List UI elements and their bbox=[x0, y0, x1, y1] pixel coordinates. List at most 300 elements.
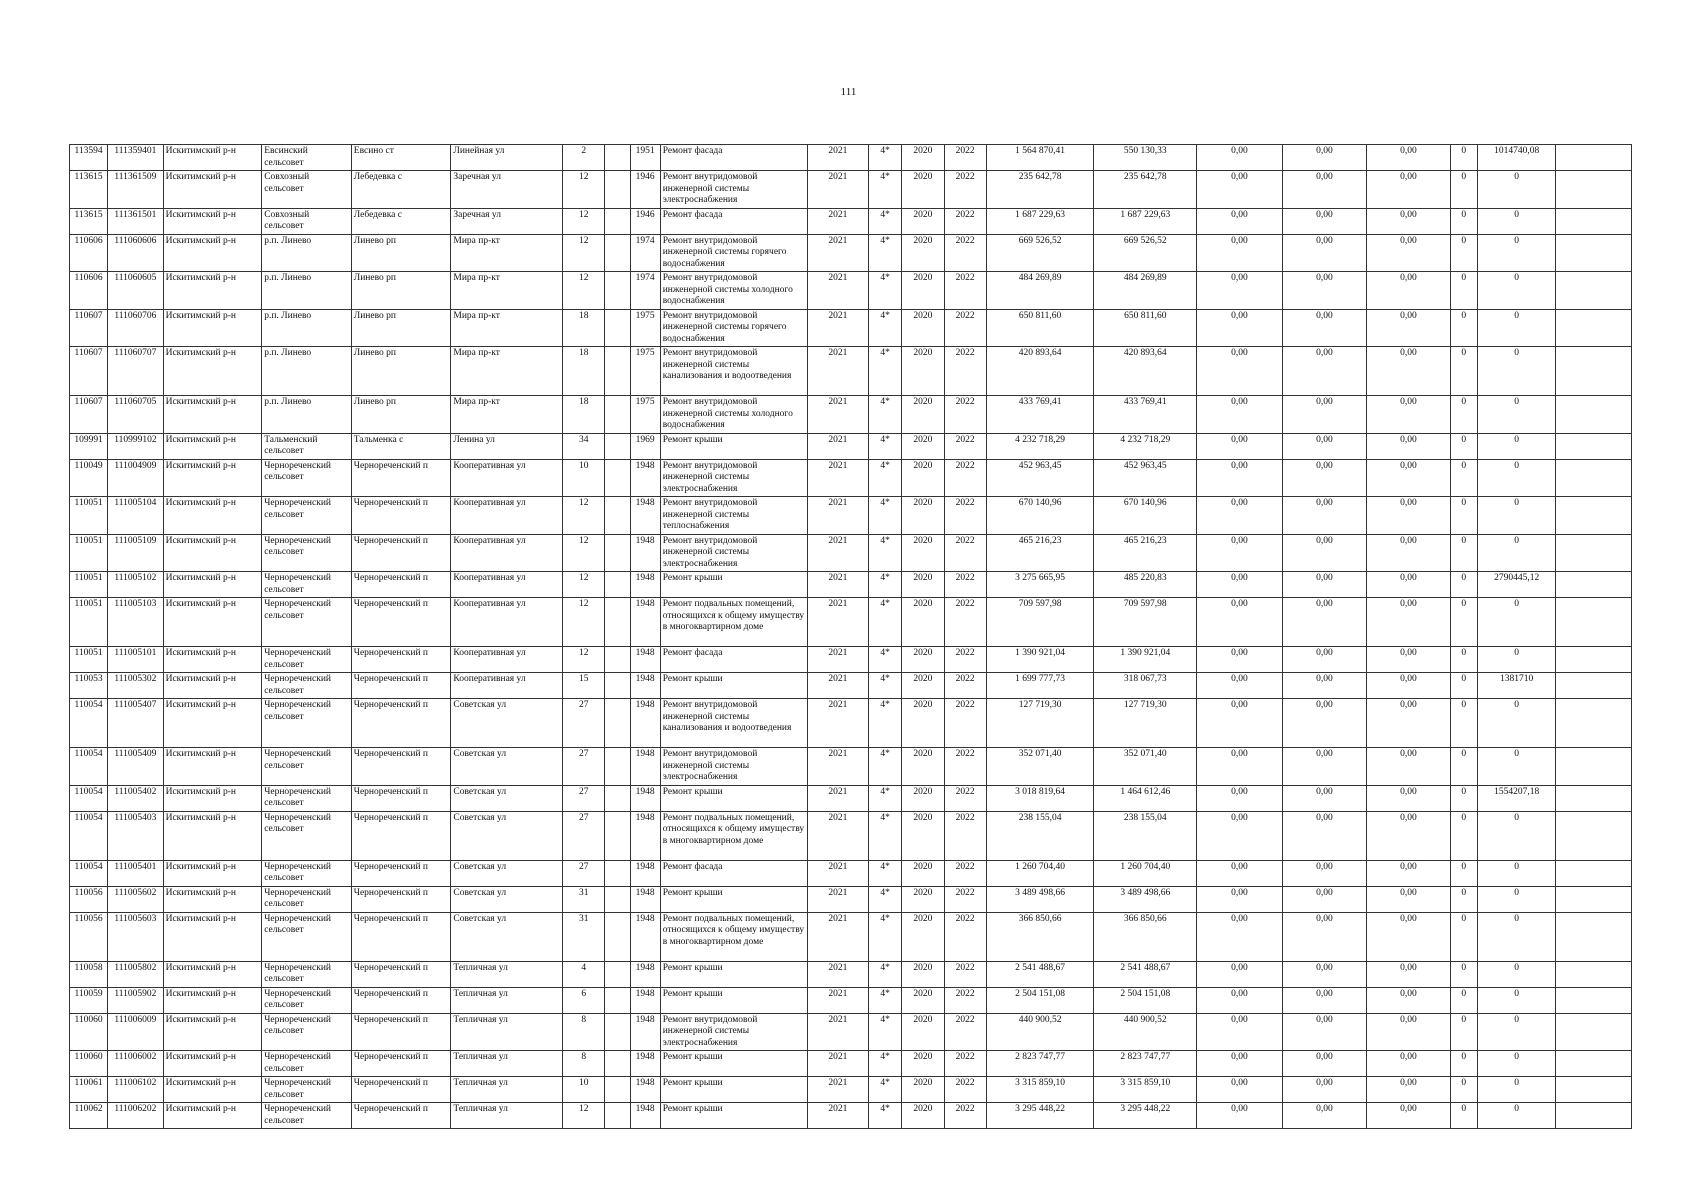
row-code: 111004909 bbox=[108, 459, 163, 497]
row-year-built: 1975 bbox=[630, 396, 660, 434]
row-amount-a: 0,00 bbox=[1197, 572, 1283, 598]
row-blank bbox=[605, 171, 630, 209]
table-row bbox=[70, 459, 1632, 497]
row-municipality: Чернореченский сельсовет bbox=[262, 1077, 352, 1103]
row-code: 111005602 bbox=[108, 886, 163, 912]
row-work: Ремонт фасада bbox=[660, 145, 807, 171]
row-district: Искитимский р-н bbox=[163, 171, 262, 209]
row-plan-year: 2021 bbox=[807, 1013, 868, 1051]
row-year-to: 2022 bbox=[944, 459, 986, 497]
row-work: Ремонт фасада bbox=[660, 647, 807, 673]
row-amount-b: 0,00 bbox=[1282, 272, 1367, 310]
row-code: 111006002 bbox=[108, 1051, 163, 1077]
row-street: Кооперативная ул bbox=[451, 673, 563, 699]
row-house: 12 bbox=[563, 572, 605, 598]
row-year-built: 1946 bbox=[630, 171, 660, 209]
row-id: 110606 bbox=[70, 234, 108, 272]
row-blank-end bbox=[1556, 572, 1632, 598]
table-row bbox=[70, 145, 1632, 171]
row-locality: Чернореченский п bbox=[351, 699, 451, 748]
row-amount-c: 0,00 bbox=[1367, 860, 1451, 886]
row-house: 12 bbox=[563, 208, 605, 234]
row-locality: Лебедевка с bbox=[351, 171, 451, 209]
row-year-from: 2020 bbox=[902, 1103, 944, 1129]
row-amount-a: 0,00 bbox=[1197, 433, 1283, 459]
row-work: Ремонт фасада bbox=[660, 860, 807, 886]
row-work: Ремонт крыши bbox=[660, 785, 807, 811]
row-flag: 0 bbox=[1450, 647, 1477, 673]
row-street: Тепличная ул bbox=[451, 987, 563, 1013]
row-blank-end bbox=[1556, 912, 1632, 961]
row-house: 27 bbox=[563, 860, 605, 886]
row-amount-c: 0,00 bbox=[1367, 699, 1451, 748]
row-amount-a: 0,00 bbox=[1197, 1103, 1283, 1129]
row-blank-end bbox=[1556, 987, 1632, 1013]
row-year-to: 2022 bbox=[944, 234, 986, 272]
row-municipality: Чернореченский сельсовет bbox=[262, 1013, 352, 1051]
row-flag: 0 bbox=[1450, 987, 1477, 1013]
row-amount-c: 0,00 bbox=[1367, 171, 1451, 209]
table-row bbox=[70, 234, 1632, 272]
row-plan-year: 2021 bbox=[807, 1077, 868, 1103]
row-house: 12 bbox=[563, 534, 605, 572]
row-amount-a: 0,00 bbox=[1197, 647, 1283, 673]
row-extra: 0 bbox=[1477, 497, 1556, 535]
row-id: 110053 bbox=[70, 673, 108, 699]
row-plan-year: 2021 bbox=[807, 234, 868, 272]
row-district: Искитимский р-н bbox=[163, 811, 262, 860]
row-extra: 0 bbox=[1477, 647, 1556, 673]
row-work: Ремонт крыши bbox=[660, 1051, 807, 1077]
row-blank bbox=[605, 208, 630, 234]
row-district: Искитимский р-н bbox=[163, 1013, 262, 1051]
row-extra: 0 bbox=[1477, 1051, 1556, 1077]
row-municipality: Чернореченский сельсовет bbox=[262, 860, 352, 886]
row-code: 111005302 bbox=[108, 673, 163, 699]
row-cost-fund: 485 220,83 bbox=[1094, 572, 1197, 598]
row-amount-b: 0,00 bbox=[1282, 961, 1367, 987]
row-flag: 0 bbox=[1450, 1103, 1477, 1129]
row-plan-year: 2021 bbox=[807, 171, 868, 209]
row-blank bbox=[605, 961, 630, 987]
row-id: 113594 bbox=[70, 145, 108, 171]
row-house: 18 bbox=[563, 309, 605, 347]
row-cost-total: 3 295 448,22 bbox=[986, 1103, 1094, 1129]
row-street: Советская ул bbox=[451, 748, 563, 786]
row-blank-end bbox=[1556, 234, 1632, 272]
row-code: 111006202 bbox=[108, 1103, 163, 1129]
row-year-to: 2022 bbox=[944, 1077, 986, 1103]
row-work: Ремонт крыши bbox=[660, 987, 807, 1013]
row-year-built: 1948 bbox=[630, 1103, 660, 1129]
row-locality: Линево рп bbox=[351, 309, 451, 347]
row-category: 4* bbox=[869, 459, 902, 497]
row-blank-end bbox=[1556, 459, 1632, 497]
row-flag: 0 bbox=[1450, 145, 1477, 171]
row-amount-a: 0,00 bbox=[1197, 811, 1283, 860]
row-plan-year: 2021 bbox=[807, 396, 868, 434]
row-blank bbox=[605, 1013, 630, 1051]
row-cost-total: 2 541 488,67 bbox=[986, 961, 1094, 987]
table-row bbox=[70, 860, 1632, 886]
row-year-to: 2022 bbox=[944, 647, 986, 673]
row-house: 34 bbox=[563, 433, 605, 459]
row-id: 110059 bbox=[70, 987, 108, 1013]
row-cost-total: 452 963,45 bbox=[986, 459, 1094, 497]
row-year-to: 2022 bbox=[944, 748, 986, 786]
row-cost-total: 484 269,89 bbox=[986, 272, 1094, 310]
row-category: 4* bbox=[869, 534, 902, 572]
row-street: Мира пр-кт bbox=[451, 347, 563, 396]
row-year-built: 1946 bbox=[630, 208, 660, 234]
row-cost-total: 127 719,30 bbox=[986, 699, 1094, 748]
row-flag: 0 bbox=[1450, 598, 1477, 647]
row-id: 110054 bbox=[70, 785, 108, 811]
row-blank-end bbox=[1556, 961, 1632, 987]
row-cost-total: 709 597,98 bbox=[986, 598, 1094, 647]
row-municipality: Совхозный сельсовет bbox=[262, 208, 352, 234]
row-id: 110051 bbox=[70, 534, 108, 572]
row-blank-end bbox=[1556, 860, 1632, 886]
row-blank bbox=[605, 347, 630, 396]
row-category: 4* bbox=[869, 208, 902, 234]
row-amount-b: 0,00 bbox=[1282, 208, 1367, 234]
row-work: Ремонт крыши bbox=[660, 1077, 807, 1103]
row-year-from: 2020 bbox=[902, 785, 944, 811]
table-row bbox=[70, 987, 1632, 1013]
row-category: 4* bbox=[869, 673, 902, 699]
row-locality: Чернореченский п bbox=[351, 647, 451, 673]
row-municipality: Чернореченский сельсовет bbox=[262, 534, 352, 572]
row-street: Кооперативная ул bbox=[451, 598, 563, 647]
row-blank bbox=[605, 598, 630, 647]
row-code: 111005402 bbox=[108, 785, 163, 811]
row-id: 110062 bbox=[70, 1103, 108, 1129]
row-amount-a: 0,00 bbox=[1197, 396, 1283, 434]
row-year-built: 1948 bbox=[630, 673, 660, 699]
table-row bbox=[70, 647, 1632, 673]
row-amount-b: 0,00 bbox=[1282, 811, 1367, 860]
row-category: 4* bbox=[869, 171, 902, 209]
row-locality: Евсино ст bbox=[351, 145, 451, 171]
row-year-from: 2020 bbox=[902, 1051, 944, 1077]
row-amount-b: 0,00 bbox=[1282, 1013, 1367, 1051]
row-cost-fund: 2 823 747,77 bbox=[1094, 1051, 1197, 1077]
row-year-from: 2020 bbox=[902, 145, 944, 171]
row-street: Кооперативная ул bbox=[451, 647, 563, 673]
row-extra: 0 bbox=[1477, 208, 1556, 234]
row-work: Ремонт внутридомовой инженерной системы канализования и водоотведения bbox=[660, 699, 807, 748]
row-amount-a: 0,00 bbox=[1197, 1077, 1283, 1103]
row-blank bbox=[605, 534, 630, 572]
row-blank-end bbox=[1556, 396, 1632, 434]
row-year-built: 1948 bbox=[630, 1051, 660, 1077]
row-year-from: 2020 bbox=[902, 748, 944, 786]
row-plan-year: 2021 bbox=[807, 987, 868, 1013]
row-code: 111005407 bbox=[108, 699, 163, 748]
row-cost-total: 465 216,23 bbox=[986, 534, 1094, 572]
row-year-to: 2022 bbox=[944, 171, 986, 209]
row-amount-b: 0,00 bbox=[1282, 459, 1367, 497]
row-municipality: Чернореченский сельсовет bbox=[262, 785, 352, 811]
row-amount-b: 0,00 bbox=[1282, 987, 1367, 1013]
row-municipality: р.п. Линево bbox=[262, 234, 352, 272]
row-amount-c: 0,00 bbox=[1367, 234, 1451, 272]
row-category: 4* bbox=[869, 234, 902, 272]
row-id: 110061 bbox=[70, 1077, 108, 1103]
row-year-to: 2022 bbox=[944, 912, 986, 961]
row-year-from: 2020 bbox=[902, 987, 944, 1013]
row-amount-c: 0,00 bbox=[1367, 961, 1451, 987]
row-flag: 0 bbox=[1450, 748, 1477, 786]
row-work: Ремонт внутридомовой инженерной системы электроснабжения bbox=[660, 534, 807, 572]
row-district: Искитимский р-н bbox=[163, 459, 262, 497]
row-locality: Чернореченский п bbox=[351, 1013, 451, 1051]
row-year-to: 2022 bbox=[944, 309, 986, 347]
row-cost-fund: 465 216,23 bbox=[1094, 534, 1197, 572]
row-cost-total: 1 687 229,63 bbox=[986, 208, 1094, 234]
row-year-to: 2022 bbox=[944, 1103, 986, 1129]
row-year-built: 1948 bbox=[630, 459, 660, 497]
row-municipality: Чернореченский сельсовет bbox=[262, 748, 352, 786]
row-year-to: 2022 bbox=[944, 534, 986, 572]
row-street: Советская ул bbox=[451, 912, 563, 961]
row-municipality: р.п. Линево bbox=[262, 347, 352, 396]
row-district: Искитимский р-н bbox=[163, 647, 262, 673]
row-amount-a: 0,00 bbox=[1197, 1051, 1283, 1077]
row-amount-b: 0,00 bbox=[1282, 171, 1367, 209]
row-blank-end bbox=[1556, 433, 1632, 459]
row-house: 2 bbox=[563, 145, 605, 171]
row-extra: 0 bbox=[1477, 961, 1556, 987]
row-year-built: 1948 bbox=[630, 647, 660, 673]
row-municipality: Чернореченский сельсовет bbox=[262, 961, 352, 987]
row-blank-end bbox=[1556, 1103, 1632, 1129]
row-category: 4* bbox=[869, 987, 902, 1013]
row-year-from: 2020 bbox=[902, 534, 944, 572]
row-locality: Линево рп bbox=[351, 272, 451, 310]
row-blank bbox=[605, 673, 630, 699]
row-work: Ремонт крыши bbox=[660, 961, 807, 987]
row-year-from: 2020 bbox=[902, 459, 944, 497]
row-blank bbox=[605, 987, 630, 1013]
row-plan-year: 2021 bbox=[807, 459, 868, 497]
row-municipality: Чернореченский сельсовет bbox=[262, 497, 352, 535]
row-municipality: р.п. Линево bbox=[262, 309, 352, 347]
row-plan-year: 2021 bbox=[807, 886, 868, 912]
row-amount-b: 0,00 bbox=[1282, 598, 1367, 647]
row-code: 111005104 bbox=[108, 497, 163, 535]
row-year-built: 1974 bbox=[630, 272, 660, 310]
row-cost-fund: 2 541 488,67 bbox=[1094, 961, 1197, 987]
table-row bbox=[70, 534, 1632, 572]
row-year-built: 1948 bbox=[630, 811, 660, 860]
row-cost-fund: 669 526,52 bbox=[1094, 234, 1197, 272]
row-extra: 0 bbox=[1477, 309, 1556, 347]
row-cost-total: 238 155,04 bbox=[986, 811, 1094, 860]
row-municipality: Евсинский сельсовет bbox=[262, 145, 352, 171]
row-district: Искитимский р-н bbox=[163, 572, 262, 598]
row-municipality: Чернореченский сельсовет bbox=[262, 886, 352, 912]
row-year-to: 2022 bbox=[944, 598, 986, 647]
row-flag: 0 bbox=[1450, 433, 1477, 459]
table-row bbox=[70, 272, 1632, 310]
row-blank bbox=[605, 572, 630, 598]
row-blank bbox=[605, 309, 630, 347]
row-cost-fund: 352 071,40 bbox=[1094, 748, 1197, 786]
row-code: 111005103 bbox=[108, 598, 163, 647]
row-category: 4* bbox=[869, 912, 902, 961]
row-year-from: 2020 bbox=[902, 234, 944, 272]
row-cost-total: 669 526,52 bbox=[986, 234, 1094, 272]
row-street: Мира пр-кт bbox=[451, 272, 563, 310]
row-blank bbox=[605, 459, 630, 497]
page-number: 111 bbox=[840, 86, 857, 98]
row-plan-year: 2021 bbox=[807, 860, 868, 886]
row-year-from: 2020 bbox=[902, 912, 944, 961]
row-plan-year: 2021 bbox=[807, 598, 868, 647]
row-cost-fund: 3 315 859,10 bbox=[1094, 1077, 1197, 1103]
row-code: 111005902 bbox=[108, 987, 163, 1013]
row-year-from: 2020 bbox=[902, 886, 944, 912]
row-street: Кооперативная ул bbox=[451, 497, 563, 535]
row-category: 4* bbox=[869, 748, 902, 786]
row-category: 4* bbox=[869, 811, 902, 860]
row-cost-fund: 318 067,73 bbox=[1094, 673, 1197, 699]
row-amount-b: 0,00 bbox=[1282, 309, 1367, 347]
row-amount-b: 0,00 bbox=[1282, 886, 1367, 912]
row-flag: 0 bbox=[1450, 572, 1477, 598]
row-id: 110060 bbox=[70, 1013, 108, 1051]
row-category: 4* bbox=[869, 433, 902, 459]
row-year-to: 2022 bbox=[944, 860, 986, 886]
row-flag: 0 bbox=[1450, 396, 1477, 434]
row-blank-end bbox=[1556, 309, 1632, 347]
row-work: Ремонт внутридомовой инженерной системы холодного водоснабжения bbox=[660, 272, 807, 310]
row-flag: 0 bbox=[1450, 459, 1477, 497]
row-cost-fund: 3 489 498,66 bbox=[1094, 886, 1197, 912]
row-blank bbox=[605, 234, 630, 272]
row-locality: Чернореченский п bbox=[351, 811, 451, 860]
row-extra: 0 bbox=[1477, 811, 1556, 860]
row-street: Тепличная ул bbox=[451, 961, 563, 987]
row-house: 15 bbox=[563, 673, 605, 699]
row-cost-total: 3 275 665,95 bbox=[986, 572, 1094, 598]
row-blank-end bbox=[1556, 534, 1632, 572]
row-id: 110060 bbox=[70, 1051, 108, 1077]
row-work: Ремонт внутридомовой инженерной системы теплоснабжения bbox=[660, 497, 807, 535]
row-amount-c: 0,00 bbox=[1367, 145, 1451, 171]
row-id: 110054 bbox=[70, 811, 108, 860]
row-work: Ремонт крыши bbox=[660, 1103, 807, 1129]
row-id: 110607 bbox=[70, 347, 108, 396]
row-blank bbox=[605, 1103, 630, 1129]
row-year-built: 1948 bbox=[630, 961, 660, 987]
table-row bbox=[70, 171, 1632, 209]
row-cost-total: 4 232 718,29 bbox=[986, 433, 1094, 459]
row-cost-total: 1 260 704,40 bbox=[986, 860, 1094, 886]
row-blank bbox=[605, 145, 630, 171]
row-extra: 0 bbox=[1477, 987, 1556, 1013]
row-street: Советская ул bbox=[451, 699, 563, 748]
row-blank bbox=[605, 396, 630, 434]
row-category: 4* bbox=[869, 647, 902, 673]
row-locality: Чернореченский п bbox=[351, 459, 451, 497]
row-district: Искитимский р-н bbox=[163, 534, 262, 572]
row-id: 110054 bbox=[70, 748, 108, 786]
row-extra: 0 bbox=[1477, 1103, 1556, 1129]
row-id: 110054 bbox=[70, 860, 108, 886]
row-cost-total: 2 504 151,08 bbox=[986, 987, 1094, 1013]
row-year-to: 2022 bbox=[944, 396, 986, 434]
row-district: Искитимский р-н bbox=[163, 234, 262, 272]
row-cost-total: 650 811,60 bbox=[986, 309, 1094, 347]
row-id: 110051 bbox=[70, 572, 108, 598]
row-flag: 0 bbox=[1450, 1013, 1477, 1051]
row-municipality: р.п. Линево bbox=[262, 396, 352, 434]
row-code: 111005403 bbox=[108, 811, 163, 860]
row-extra: 0 bbox=[1477, 748, 1556, 786]
row-category: 4* bbox=[869, 1077, 902, 1103]
row-category: 4* bbox=[869, 145, 902, 171]
row-cost-fund: 484 269,89 bbox=[1094, 272, 1197, 310]
row-district: Искитимский р-н bbox=[163, 598, 262, 647]
row-amount-c: 0,00 bbox=[1367, 673, 1451, 699]
row-year-from: 2020 bbox=[902, 1013, 944, 1051]
row-year-built: 1948 bbox=[630, 598, 660, 647]
row-category: 4* bbox=[869, 396, 902, 434]
row-amount-b: 0,00 bbox=[1282, 396, 1367, 434]
row-year-to: 2022 bbox=[944, 347, 986, 396]
row-locality: Тальменка с bbox=[351, 433, 451, 459]
row-street: Советская ул bbox=[451, 886, 563, 912]
row-cost-total: 3 315 859,10 bbox=[986, 1077, 1094, 1103]
table-row bbox=[70, 598, 1632, 647]
row-extra: 0 bbox=[1477, 534, 1556, 572]
row-plan-year: 2021 bbox=[807, 347, 868, 396]
table-row bbox=[70, 886, 1632, 912]
row-plan-year: 2021 bbox=[807, 961, 868, 987]
row-extra: 0 bbox=[1477, 1013, 1556, 1051]
row-district: Искитимский р-н bbox=[163, 860, 262, 886]
row-flag: 0 bbox=[1450, 309, 1477, 347]
row-cost-fund: 127 719,30 bbox=[1094, 699, 1197, 748]
row-blank bbox=[605, 785, 630, 811]
row-flag: 0 bbox=[1450, 1051, 1477, 1077]
row-house: 6 bbox=[563, 987, 605, 1013]
row-house: 27 bbox=[563, 811, 605, 860]
capital-repair-table bbox=[69, 144, 1632, 1129]
row-plan-year: 2021 bbox=[807, 145, 868, 171]
row-flag: 0 bbox=[1450, 497, 1477, 535]
row-amount-b: 0,00 bbox=[1282, 673, 1367, 699]
row-work: Ремонт внутридомовой инженерной системы горячего водоснабжения bbox=[660, 234, 807, 272]
row-amount-b: 0,00 bbox=[1282, 1103, 1367, 1129]
row-flag: 0 bbox=[1450, 912, 1477, 961]
row-district: Искитимский р-н bbox=[163, 433, 262, 459]
row-district: Искитимский р-н bbox=[163, 673, 262, 699]
row-cost-fund: 235 642,78 bbox=[1094, 171, 1197, 209]
row-amount-a: 0,00 bbox=[1197, 534, 1283, 572]
row-municipality: Чернореченский сельсовет bbox=[262, 1051, 352, 1077]
row-locality: Чернореченский п bbox=[351, 912, 451, 961]
row-amount-c: 0,00 bbox=[1367, 208, 1451, 234]
row-house: 4 bbox=[563, 961, 605, 987]
row-year-built: 1948 bbox=[630, 497, 660, 535]
row-blank-end bbox=[1556, 748, 1632, 786]
row-amount-c: 0,00 bbox=[1367, 886, 1451, 912]
row-amount-c: 0,00 bbox=[1367, 1077, 1451, 1103]
